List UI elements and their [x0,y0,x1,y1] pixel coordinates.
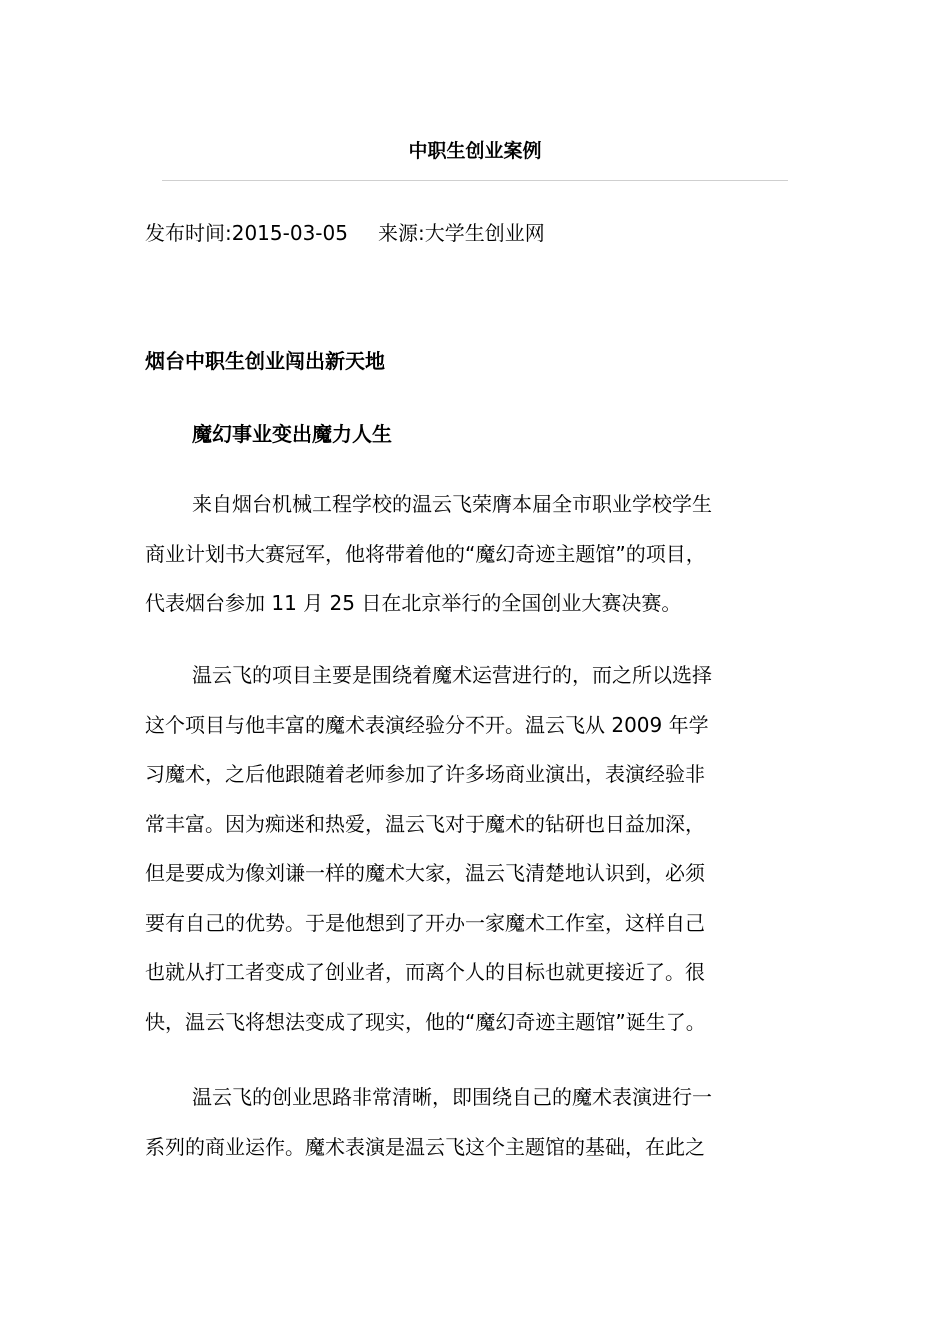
paragraph [145,1080,815,1179]
paragraph-line: 也就从打工者变成了创业者，而离个人的目标也就更接近了。很 [145,960,705,984]
paragraph-line: 要有自己的优势。于是他想到了开办一家魔术工作室，这样自己 [145,910,705,935]
paragraph-line: 常丰富。因为痴迷和热爱，温云飞对于魔术的钻研也日益加深， [145,811,705,836]
article-meta [145,215,545,251]
article-subheading: 魔幻事业变出魔力人生 [192,422,392,446]
paragraph [145,658,815,1054]
paragraph-line: 但是要成为像刘谦一样的魔术大家，温云飞清楚地认识到，必须 [145,861,705,885]
paragraph [145,487,815,636]
paragraph-line: 这个项目与他丰富的魔术表演经验分不开。温云飞从 2009 年学 [145,712,709,737]
paragraph-line: 温云飞的项目主要是围绕着魔术运营进行的，而之所以选择 [192,663,712,687]
article-source: 来源:大学生创业网 [377,221,545,245]
paragraph-line: 代表烟台参加 11 月 25 日在北京举行的全国创业大赛决赛。 [145,591,682,615]
paragraph-line: 系列的商业运作。魔术表演是温云飞这个主题馆的基础，在此之 [145,1134,705,1159]
document-title: 中职生创业案例 [408,140,542,162]
paragraph-line: 商业计划书大赛冠军，他将带着他的“魔幻奇迹主题馆”的项目， [145,541,706,566]
paragraph-line: 快，温云飞将想法变成了现实，他的“魔幻奇迹主题馆”诞生了。 [145,1009,706,1034]
paragraph-line: 来自烟台机械工程学校的温云飞荣膺本届全市职业学校学生 [192,492,712,516]
article-heading: 烟台中职生创业闯出新天地 [145,349,385,373]
publish-time: 发布时间:2015-03-05 [145,221,348,245]
paragraph-line: 习魔术，之后他跟随着老师参加了许多场商业演出，表演经验非 [145,762,705,786]
title-divider [162,180,788,181]
paragraph-line: 温云飞的创业思路非常清晰，即围绕自己的魔术表演进行一 [192,1085,712,1109]
